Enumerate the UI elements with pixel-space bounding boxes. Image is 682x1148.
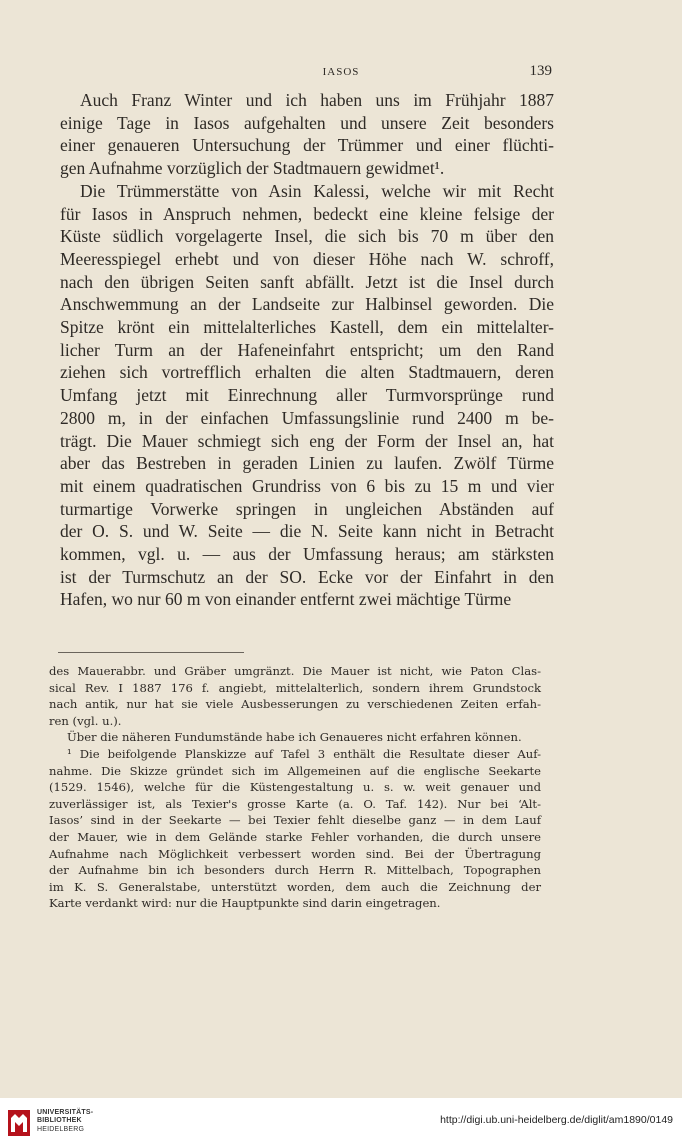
- text-line: turmartige Vorwerke springen in ungleichen Abständen auf: [60, 498, 554, 519]
- footnote-note-a: [49, 729, 541, 746]
- footnote-line: Aufnahme nach Möglichkeit verbessert worden sind. Bei der Übertragung: [49, 846, 541, 861]
- page-number: 139: [529, 63, 552, 79]
- text-line: aber das Bestreben in geraden Linien zu laufen. Zwölf Türme: [60, 453, 554, 474]
- library-name-line-2: BIBLIOTHEK: [37, 1117, 82, 1125]
- paragraph-2: [60, 180, 554, 611]
- library-name-line-1: UNIVERSITÄTS-: [37, 1109, 94, 1116]
- text-line: Hafen, wo nur 60 m von einander entfernt zwei mächtige Türme: [60, 589, 512, 610]
- footnote-line: ¹ Die beifolgende Planskizze auf Tafel 3 enthält die Resultate dieser Auf-: [67, 746, 541, 761]
- text-line: mit einem quadratischen Grundriss von 6 bis zu 15 m und vier: [60, 475, 554, 496]
- footnote-line: im K. S. Generalstabe, unterstützt worden, dem auch die Zeichnung der: [49, 879, 541, 894]
- university-library-logo-icon: [8, 1110, 30, 1136]
- footnote-line: sical Rev. I 1887 176 f. angiebt, mittelalterlich, sondern ihrem Grundstock: [49, 680, 541, 695]
- footnote-continuation: [49, 663, 541, 729]
- library-name-line-3: HEIDELBERG: [37, 1125, 85, 1133]
- source-url-link[interactable]: http://digi.ub.uni-heidelberg.de/diglit/am1890/0149: [440, 1114, 673, 1126]
- footnote-line: der Mauer, wie in dem Gelände starke Fehler vorhanden, die durch unsere: [49, 829, 541, 844]
- text-line: Umfang jetzt mit Einrechnung aller Turmvorsprünge rund: [60, 385, 554, 406]
- text-line: Spitze krönt ein mittelalterliches Kastell, dem ein mittelalter-: [60, 317, 554, 338]
- text-line: der O. S. und W. Seite — die N. Seite kann nicht in Betracht: [60, 521, 554, 542]
- paragraph-1: [60, 89, 554, 180]
- footnote-line: des Mauerabbr. und Gräber umgränzt. Die Mauer ist nicht, wie Paton Clas-: [49, 664, 541, 678]
- running-header-title: IASOS: [322, 66, 360, 78]
- footnote-line: nach antik, nur hat sie viele Ausbesserungen zu verschiedenen Zeiten erfah-: [49, 697, 541, 712]
- text-line: einige Tage in Iasos aufgehalten und unsere Zeit besonders: [60, 112, 554, 133]
- footnote-divider: [58, 652, 244, 653]
- footnote-line: nahme. Die Skizze gründet sich im Allgemeinen auf die englische Seekarte: [49, 763, 541, 778]
- text-line: für Iasos in Anspruch nehmen, bedeckt eine kleine felsige der: [60, 203, 554, 224]
- text-line: Anschwemmung an der Landseite zur Halbinsel geworden. Die: [60, 294, 554, 315]
- text-line: Meeresspiegel erhebt und von dieser Höhe nach W. schroff,: [60, 248, 554, 269]
- main-text: [60, 89, 554, 611]
- text-line: kommen, vgl. u. — aus der Umfassung heraus; am stärksten: [60, 544, 554, 565]
- text-line: nach den übrigen Seiten sanft abfällt. Jetzt ist die Insel durch: [60, 271, 554, 292]
- text-line: gen Aufnahme vorzüglich der Stadtmauern gewidmet¹.: [60, 158, 445, 179]
- text-line: 2800 m, in der einfachen Umfassungslinie rund 2400 m be-: [60, 407, 554, 428]
- text-line: ist der Turmschutz an der SO. Ecke vor der Einfahrt in den: [60, 566, 554, 587]
- footnote-line: Über die näheren Fundumstände habe ich Genaueres nicht erfahren können.: [67, 730, 522, 745]
- footnote-line: der Aufnahme bin ich besonders durch Herrn R. Mittelbach, Topographen: [49, 863, 541, 878]
- footnote-line: Karte verdankt wird: nur die Hauptpunkte sind darin eingetragen.: [49, 896, 441, 911]
- footnote-line: zuverlässiger ist, als Texier's grosse Karte (a. O. Taf. 142). Nur bei ‘Alt-: [49, 796, 541, 811]
- text-line: ziehen sich vortrefflich erhalten die alten Stadtmauern, deren: [60, 362, 554, 383]
- text-line: trägt. Die Mauer schmiegt sich eng der Form der Insel an, hat: [60, 430, 554, 451]
- footnote-line: Iasos’ sind in der Seekarte — bei Texier fehlt dieselbe ganz — in dem Lauf: [49, 813, 541, 828]
- text-line: einer genaueren Untersuchung der Trümmer und einer flüchti-: [60, 135, 554, 156]
- text-line: Küste südlich vorgelagerte Insel, die sich bis 70 m über den: [60, 226, 554, 247]
- text-line: licher Turm an der Hafeneinfahrt entspricht; um den Rand: [60, 339, 554, 360]
- footnote-line: ren (vgl. u.).: [49, 713, 122, 728]
- footnote-line: (1529. 1546), welche für die Küstengestaltung u. s. w. weit genauer und: [49, 780, 541, 795]
- library-name: [37, 1109, 93, 1134]
- footnotes: [49, 663, 541, 912]
- text-line: Auch Franz Winter und ich haben uns im Frühjahr 1887: [80, 90, 554, 110]
- footnote-1: [49, 746, 541, 912]
- text-line: Die Trümmerstätte von Asin Kalessi, welche wir mit Recht: [80, 180, 554, 201]
